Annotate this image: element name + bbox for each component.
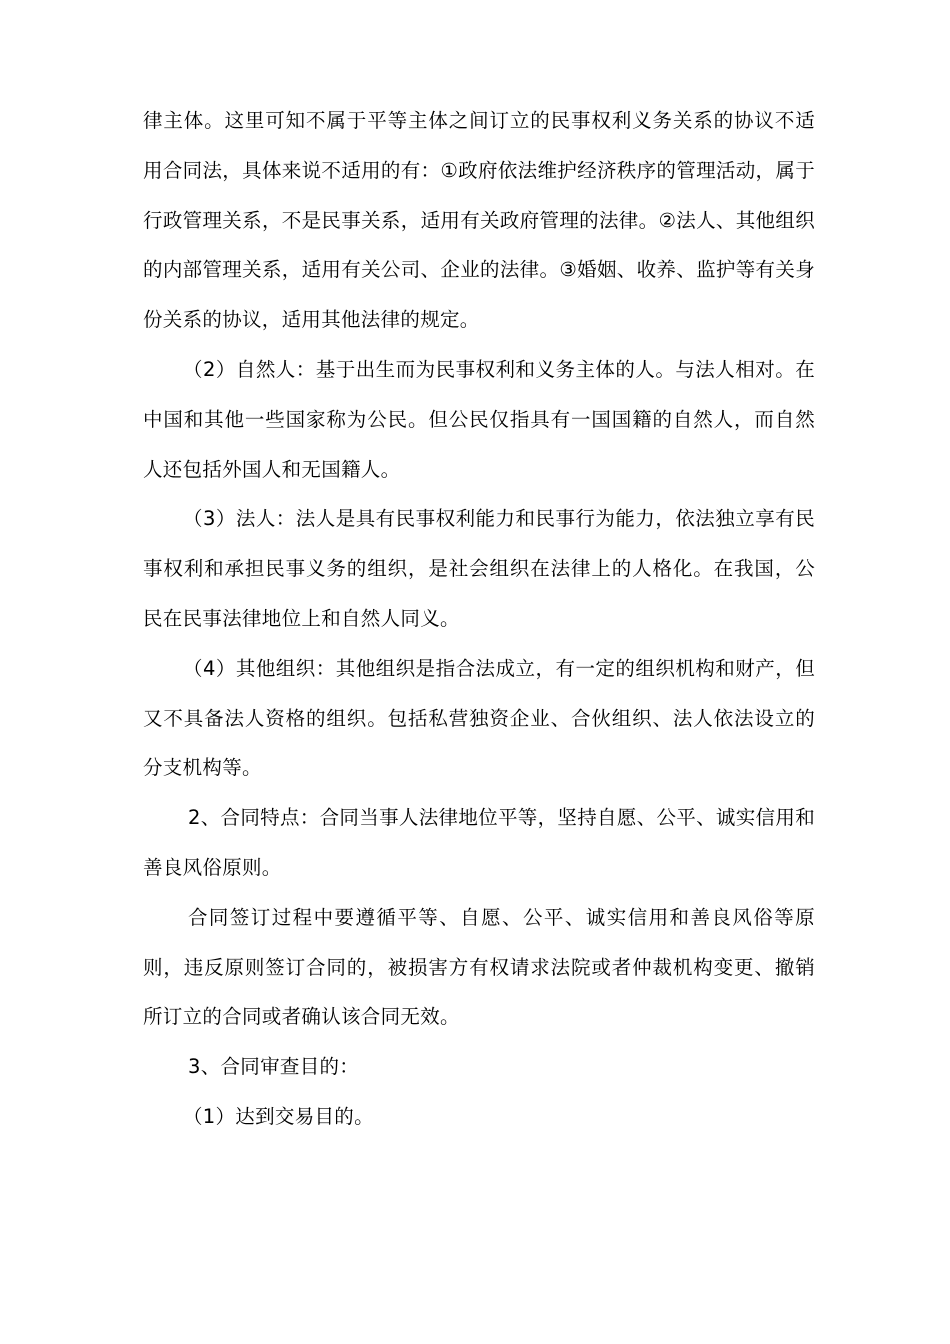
paragraph-contract-principles: 合同签订过程中要遵循平等、自愿、公平、诚实信用和善良风俗等原则，违反原则签订合同的，被损害方有权请求法院或者仲裁机构变更、撤销所订立的合同或者确认该合同无效。: [143, 905, 815, 1029]
document-body: [143, 96, 815, 1142]
paragraph-legal-person: （3）法人：法人是具有民事权利能力和民事行为能力，依法独立享有民事权利和承担民事义务的组织，是社会组织在法律上的人格化。在我国，公民在民事法律地位上和自然人同义。: [143, 507, 815, 630]
list-item-achieve-transaction-purpose: （1）达到交易目的。: [183, 1104, 374, 1128]
paragraph-natural-person: （2）自然人：基于出生而为民事权利和义务主体的人。与法人相对。在中国和其他一些国家称为公民。但公民仅指具有一国国籍的自然人，而自然人还包括外国人和无国籍人。: [143, 357, 815, 481]
paragraph-contract-features: 2、合同特点：合同当事人法律地位平等，坚持自愿、公平、诚实信用和善良风俗原则。: [143, 806, 815, 879]
paragraph-other-organization: （4）其他组织：其他组织是指合法成立，有一定的组织机构和财产，但又不具备法人资格的组织。包括私营独资企业、合伙组织、法人依法设立的分支机构等。: [143, 656, 815, 780]
paragraph-continuation-contract-law-scope: 律主体。这里可知不属于平等主体之间订立的民事权利义务关系的协议不适用合同法，具体来说不适用的有：①政府依法维护经济秩序的管理活动，属于行政管理关系，不是民事关系，适用有关政府管理的法律。②法人、其他组织的内部管理关系，适用有关公司、企业的法律。③婚姻、收养、监护等有关身份关系的协议，适用其他法律的规定。: [143, 109, 815, 332]
section-heading-review-purpose: 3、合同审查目的：: [188, 1055, 360, 1079]
